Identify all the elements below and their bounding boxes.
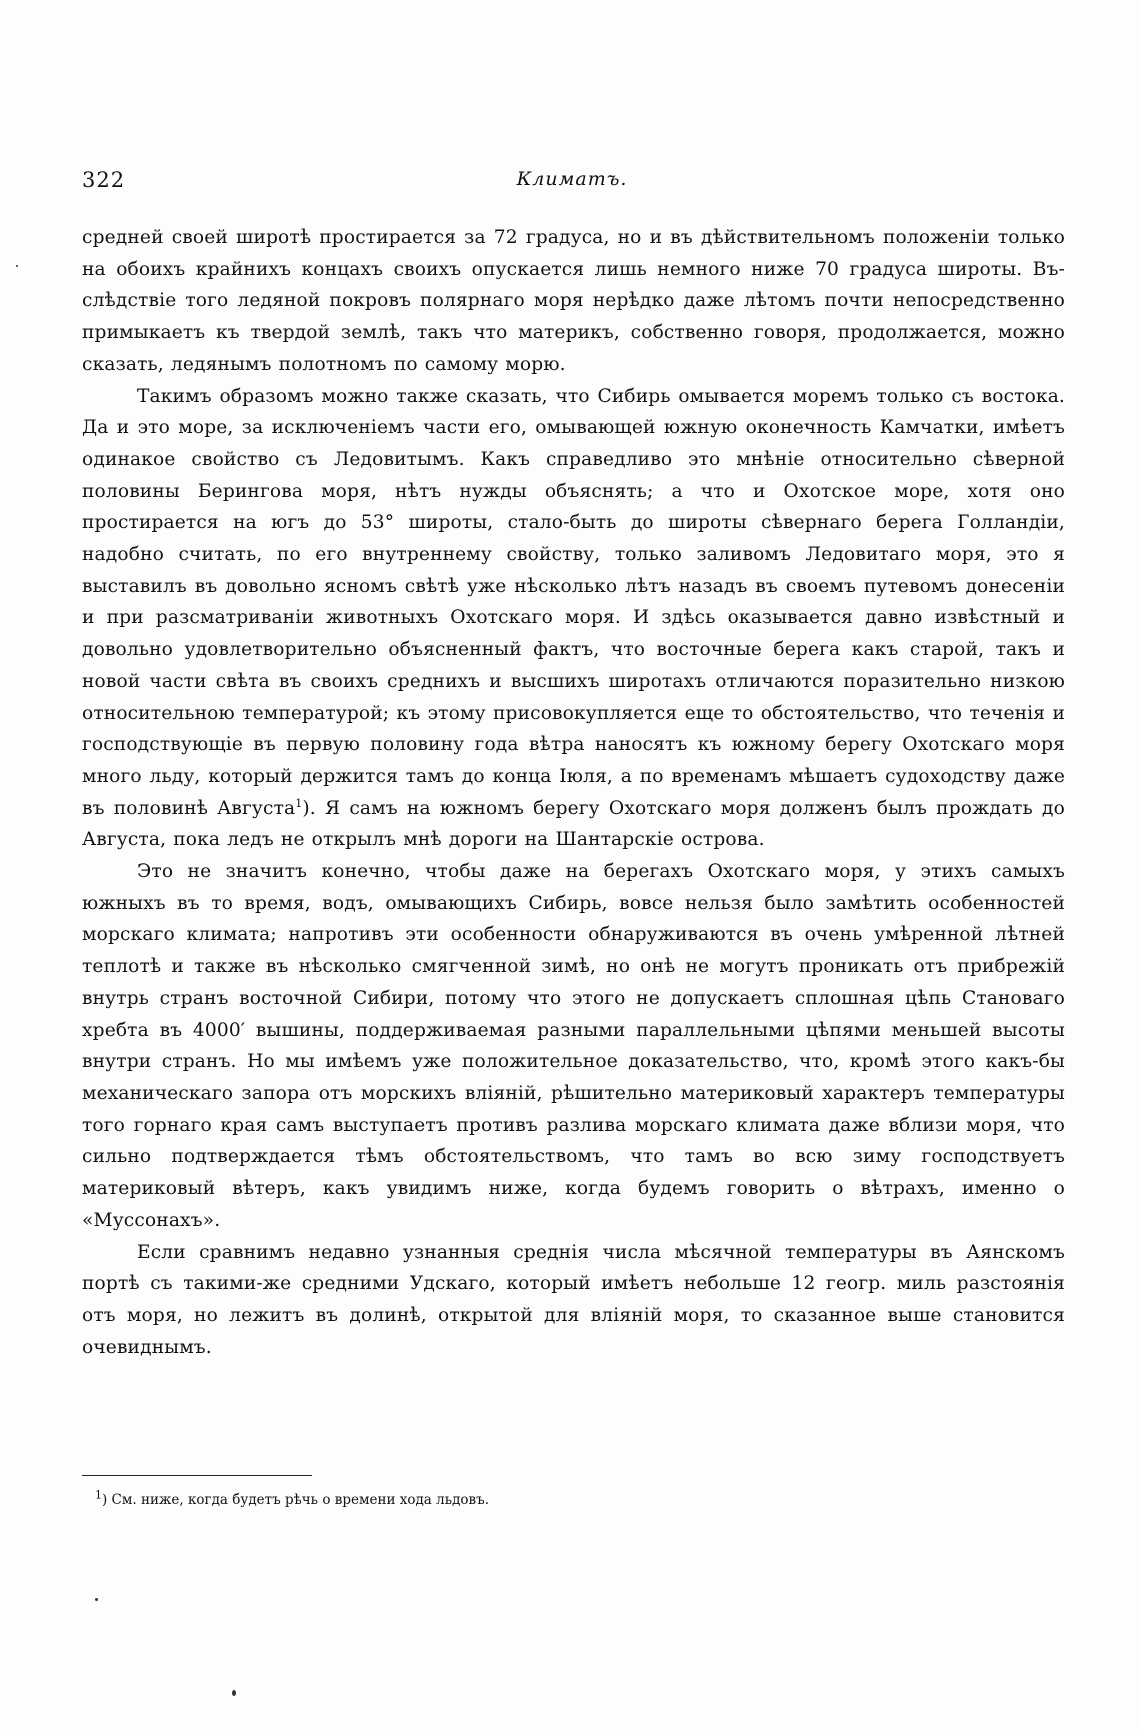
- paragraph-2: [82, 381, 1065, 857]
- running-head: [82, 168, 1062, 198]
- footnote-divider: [82, 1475, 312, 1476]
- footnote-marker: 1: [95, 1488, 102, 1502]
- paragraph-3: Это не значитъ конечно, чтобы даже на берегахъ Охотскаго моря, у этихъ самыхъ южныхъ въ то время, водъ, омывающихъ Сибирь, вовсе нельзя было замѣтить особенностей морскаго климата; напротивъ эти особенности обнаруживаются въ очень умѣренной лѣтней теплотѣ и также въ нѣсколько смягченной зимѣ, но онѣ не могутъ проникать отъ прибрежій внутрь странъ восточной Сибири, потому что этого не допускаетъ сплошная цѣпь Становаго хребта въ 4000′ вышины, поддерживаемая разными параллельными цѣпями меньшей высоты внутри странъ. Но мы имѣемъ уже положительное доказательство, что, кромѣ этого какъ-бы механическаго запора отъ морскихъ вліяній, рѣшительно материковый характеръ температуры того горнаго края самъ выступаетъ противъ разлива морскаго климата даже вблизи моря, что сильно подтверждается тѣмъ обстоятельствомъ, что тамъ во всю зиму господствуетъ материковый вѣтеръ, какъ увидимъ ниже, когда будемъ говорить о вѣтрахъ, именно о «Муссонахъ».: [82, 861, 1065, 1231]
- footnote-text: ) См. ниже, когда будетъ рѣчь о времени хода льдовъ.: [102, 1492, 489, 1508]
- body-text: [82, 222, 1065, 1363]
- paragraph-2-continuation: ). Я самъ на южномъ берегу Охотскаго моря долженъ былъ прождать до Августа, пока ледъ не открылъ мнѣ дороги на Шантарскіе острова.: [82, 797, 1065, 851]
- ink-speck: [95, 1598, 98, 1601]
- footnote-reference[interactable]: 1: [295, 796, 303, 810]
- page-number: 322: [82, 168, 126, 192]
- chapter-title: Климатъ.: [516, 168, 628, 190]
- ink-speck: [16, 265, 18, 267]
- footnote: [95, 1490, 489, 1510]
- ink-speck: [232, 1690, 236, 1696]
- paragraph-2-text: Такимъ образомъ можно также сказать, что Сибирь омывается моремъ только съ востока. Да и это море, за исключеніемъ части его, омывающей южную оконечность Камчатки, имѣетъ одинакое свойство съ Ледовитымъ. Какъ справедливо это мнѣніе относительно сѣверной половины Берингова моря, нѣтъ нужды объяснять; а что и Охотское море, хотя оно простирается на югъ до 53° широты, стало-быть до широты сѣвернаго берега Голландіи, надобно считать, по его внутреннему свойству, только заливомъ Ледовитаго моря, это я выставилъ въ довольно ясномъ свѣтѣ уже нѣсколько лѣтъ назадъ въ своемъ путевомъ донесеніи и при разсматриваніи животныхъ Охотскаго моря. И здѣсь оказывается давно извѣстный и довольно удовлетворительно объясненный фактъ, что восточные берега какъ старой, такъ и новой части свѣта въ своихъ среднихъ и высшихъ широтахъ отличаются поразительно низкою относительною температурой; къ этому присовокупляется еще то обстоятельство, что теченія и господствующіе въ первую половину года вѣтра наносятъ къ южному берегу Охотскаго моря много льду, который держится тамъ до конца Іюля, а по временамъ мѣшаетъ судоходству даже въ половинѣ Августа: [82, 385, 1065, 819]
- paragraph-4: Если сравнимъ недавно узнанныя среднія числа мѣсячной температуры въ Аянскомъ портѣ съ такими-же средними Удскаго, который имѣетъ небольше 12 геогр. миль разстоянія отъ моря, но лежитъ въ долинѣ, открытой для вліяній моря, то сказанное выше становится очевиднымъ.: [82, 1241, 1065, 1358]
- paragraph-1: средней своей широтѣ простирается за 72 градуса, но и въ дѣйствительномъ положеніи только на обоихъ крайнихъ концахъ своихъ опускается лишь немного ниже 70 градуса широты. Въ-слѣдствіе того ледяной покровъ полярнаго моря нерѣдко даже лѣтомъ почти непосредственно примыкаетъ къ твердой землѣ, такъ что материкъ, собственно говоря, продолжается, можно сказать, ледянымъ полотномъ по самому морю.: [82, 227, 1065, 375]
